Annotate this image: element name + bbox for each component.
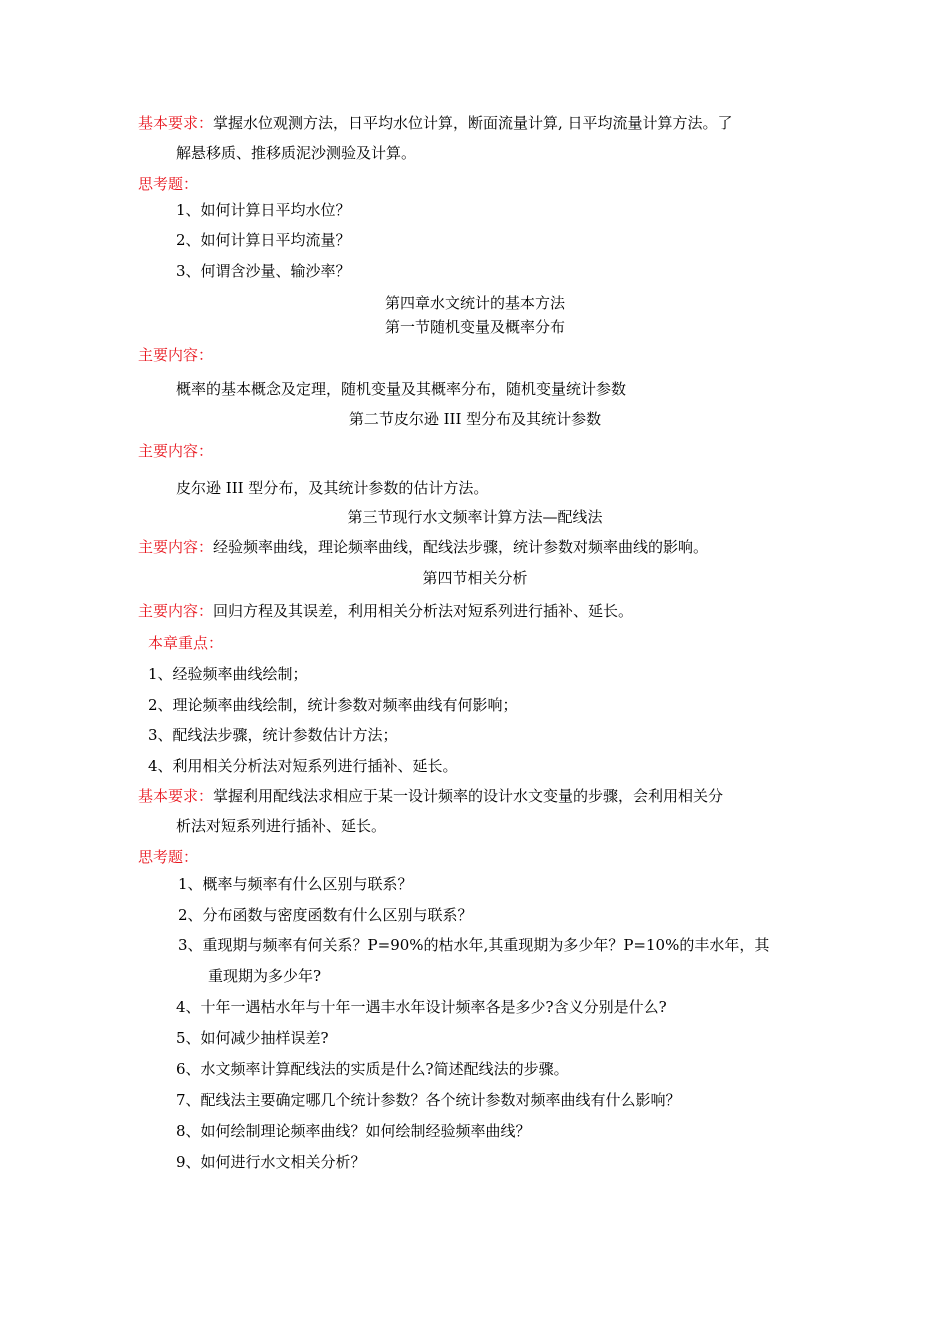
requirements-paragraph xyxy=(138,786,723,806)
question-item-continuation: 重现期为多少年? xyxy=(208,967,322,985)
key-point-item: 4、利用相关分析法对短系列进行插补、延长。 xyxy=(148,757,458,775)
question-item: 2、如何计算日平均流量？ xyxy=(176,231,351,249)
key-point-item: 2、理论频率曲线绘制，统计参数对频率曲线有何影响； xyxy=(148,696,518,714)
question-item: 3、重现期与频率有何关系？P=90%的枯水年,其重现期为多少年？P=10%的丰水年，其 xyxy=(178,936,770,954)
question-item: 5、如何减少抽样误差? xyxy=(176,1029,329,1047)
requirements-text: 掌握利用配线法求相应于某一设计频率的设计水文变量的步骤，会利用相关分 xyxy=(213,787,724,805)
key-points-label: 本章重点： xyxy=(148,634,224,652)
requirements-paragraph xyxy=(138,113,733,133)
section-content: 经验频率曲线，理论频率曲线，配线法步骤，统计参数对频率曲线的影响。 xyxy=(213,538,709,556)
requirements-label: 基本要求： xyxy=(138,787,214,805)
section-content: 回归方程及其误差，利用相关分析法对短系列进行插补、延长。 xyxy=(213,602,634,620)
question-item: 7、配线法主要确定哪几个统计参数？各个统计参数对频率曲线有什么影响？ xyxy=(176,1091,681,1109)
question-item: 3、何谓含沙量、输沙率？ xyxy=(176,262,351,280)
section-content-label: 主要内容： xyxy=(138,346,214,364)
section-title: 第一节随机变量及概率分布 xyxy=(384,318,565,336)
section-content-paragraph xyxy=(138,601,633,621)
requirements-continuation: 解悬移质、推移质泥沙测验及计算。 xyxy=(176,144,417,162)
question-item: 8、如何绘制理论频率曲线？如何绘制经验频率曲线？ xyxy=(176,1122,531,1140)
question-item: 1、概率与频率有什么区别与联系？ xyxy=(178,875,413,893)
question-item: 9、如何进行水文相关分析？ xyxy=(176,1153,366,1171)
section-title: 第四节相关分析 xyxy=(422,569,528,587)
requirements-text: 掌握水位观测方法，日平均水位计算，断面流量计算, 日平均流量计算方法。了 xyxy=(213,114,733,132)
section-title: 第三节现行水文频率计算方法—配线法 xyxy=(347,508,603,526)
section-content: 皮尔逊 III 型分布，及其统计参数的估计方法。 xyxy=(176,479,489,497)
key-point-item: 3、配线法步骤，统计参数估计方法； xyxy=(148,726,398,744)
section-content-label: 主要内容： xyxy=(138,602,214,620)
requirements-continuation: 析法对短系列进行插补、延长。 xyxy=(176,817,387,835)
question-item: 1、如何计算日平均水位？ xyxy=(176,201,351,219)
question-item: 2、分布函数与密度函数有什么区别与联系？ xyxy=(178,906,473,924)
section-content: 概率的基本概念及定理，随机变量及其概率分布，随机变量统计参数 xyxy=(176,380,627,398)
question-item: 4、十年一遇枯水年与十年一遇丰水年设计频率各是多少?含义分别是什么? xyxy=(176,998,667,1016)
section-title: 第二节皮尔逊 III 型分布及其统计参数 xyxy=(348,410,602,428)
section-content-paragraph xyxy=(138,537,708,557)
requirements-label: 基本要求： xyxy=(138,114,214,132)
questions-label: 思考题： xyxy=(138,175,199,193)
question-item: 6、水文频率计算配线法的实质是什么?简述配线法的步骤。 xyxy=(176,1060,569,1078)
questions-label: 思考题： xyxy=(138,848,199,866)
key-point-item: 1、经验频率曲线绘制； xyxy=(148,665,308,683)
section-content-label: 主要内容： xyxy=(138,538,214,556)
chapter-title: 第四章水文统计的基本方法 xyxy=(384,294,565,312)
section-content-label: 主要内容： xyxy=(138,442,214,460)
